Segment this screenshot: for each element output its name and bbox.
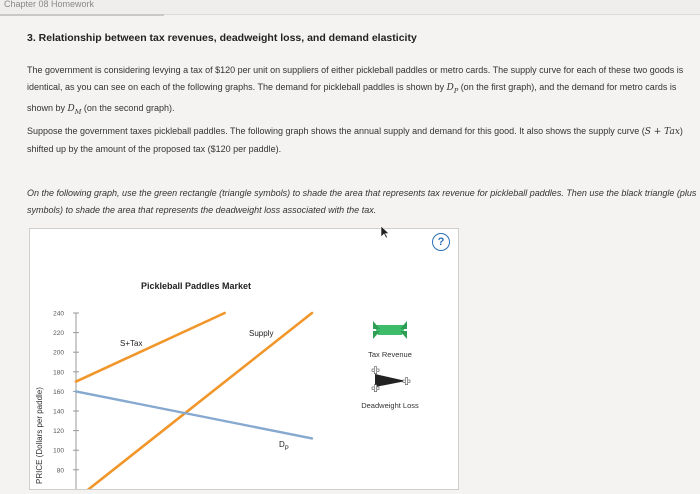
question-title: 3. Relationship between tax revenues, deadweight loss, and demand elasticity [27, 32, 417, 44]
tax-expression: S + Tax [644, 127, 680, 137]
mouse-cursor-icon [380, 225, 390, 239]
tax-revenue-tool[interactable] [373, 321, 407, 339]
graph-panel[interactable] [29, 228, 459, 490]
question-paragraph-1 [27, 62, 695, 121]
dp-label [279, 440, 289, 452]
y-tick-label: 160 [53, 388, 64, 396]
y-tick-label: 120 [53, 428, 64, 436]
p1-text-2: these two goods is identical, as you can see on each of the following graphs. The demand for pickleball paddles is shown by [27, 65, 684, 92]
pickleball-market-chart[interactable] [30, 229, 458, 489]
p1-text-1: The government is considering levying a tax of $120 per unit on suppliers of either pickleball paddles or metro cards. The supply curve for each of [27, 65, 607, 75]
y-tick-label: 80 [56, 467, 64, 475]
question-paragraph-2 [27, 123, 695, 158]
demand-dp-line [76, 391, 312, 438]
y-tick-label: 100 [53, 447, 64, 455]
dm-symbol: D [67, 103, 75, 114]
p1-text-3: (on the first graph), [458, 82, 537, 92]
p1-text-5: (on the second graph). [81, 102, 175, 113]
tax-revenue-shape[interactable] [374, 325, 406, 335]
supply-line [76, 313, 312, 489]
plus-marker-icon [403, 378, 410, 385]
s-tax-label: S+Tax [120, 339, 143, 348]
dp-symbol: D [446, 83, 454, 93]
y-tick-label: 200 [53, 349, 64, 357]
tax-revenue-label: Tax Revenue [368, 350, 412, 359]
p2-text-3: ) shifted up by the amount of the proposed tax ($120 per paddle). [27, 126, 683, 154]
y-tick-label: 140 [53, 408, 64, 416]
dp-label-sub: P [284, 446, 289, 452]
dp-subscript: P [453, 86, 459, 95]
y-tick-label: 180 [53, 369, 64, 377]
deadweight-loss-shape[interactable] [375, 374, 406, 387]
help-icon[interactable]: ? [432, 233, 450, 251]
y-tick-label: 240 [53, 310, 64, 318]
chart-title: Pickleball Paddles Market [140, 281, 252, 291]
s-tax-line [76, 313, 225, 382]
supply-label: Supply [249, 329, 274, 338]
p2-text-1: Suppose the government taxes pickleball paddles. The following graph shows the annual supply and demand for this good. It also shows the supply [27, 126, 615, 136]
deadweight-loss-tool[interactable] [372, 367, 410, 392]
p2-text-2: curve ( [617, 126, 645, 136]
y-axis-label: PRICE (Dollars per paddle) [35, 387, 44, 484]
p1-text-4: and the demand for metro cards is shown by [27, 82, 677, 113]
dp-label-main: D [279, 440, 285, 449]
dm-subscript: M [74, 107, 82, 116]
deadweight-loss-label: Deadweight Loss [361, 401, 419, 410]
instruction-text: On the following graph, use the green rectangle (triangle symbols) to shade the area that represents tax revenue for pickleball paddles. Then use the black triangle (plus symbols) to shade the area that represents the deadweight loss associated with the tax. [27, 188, 697, 215]
plus-marker-icon [372, 367, 379, 374]
chapter-tab[interactable]: Chapter 08 Homework [0, 0, 164, 16]
y-tick-label: 220 [53, 330, 64, 338]
top-strip [0, 0, 700, 15]
